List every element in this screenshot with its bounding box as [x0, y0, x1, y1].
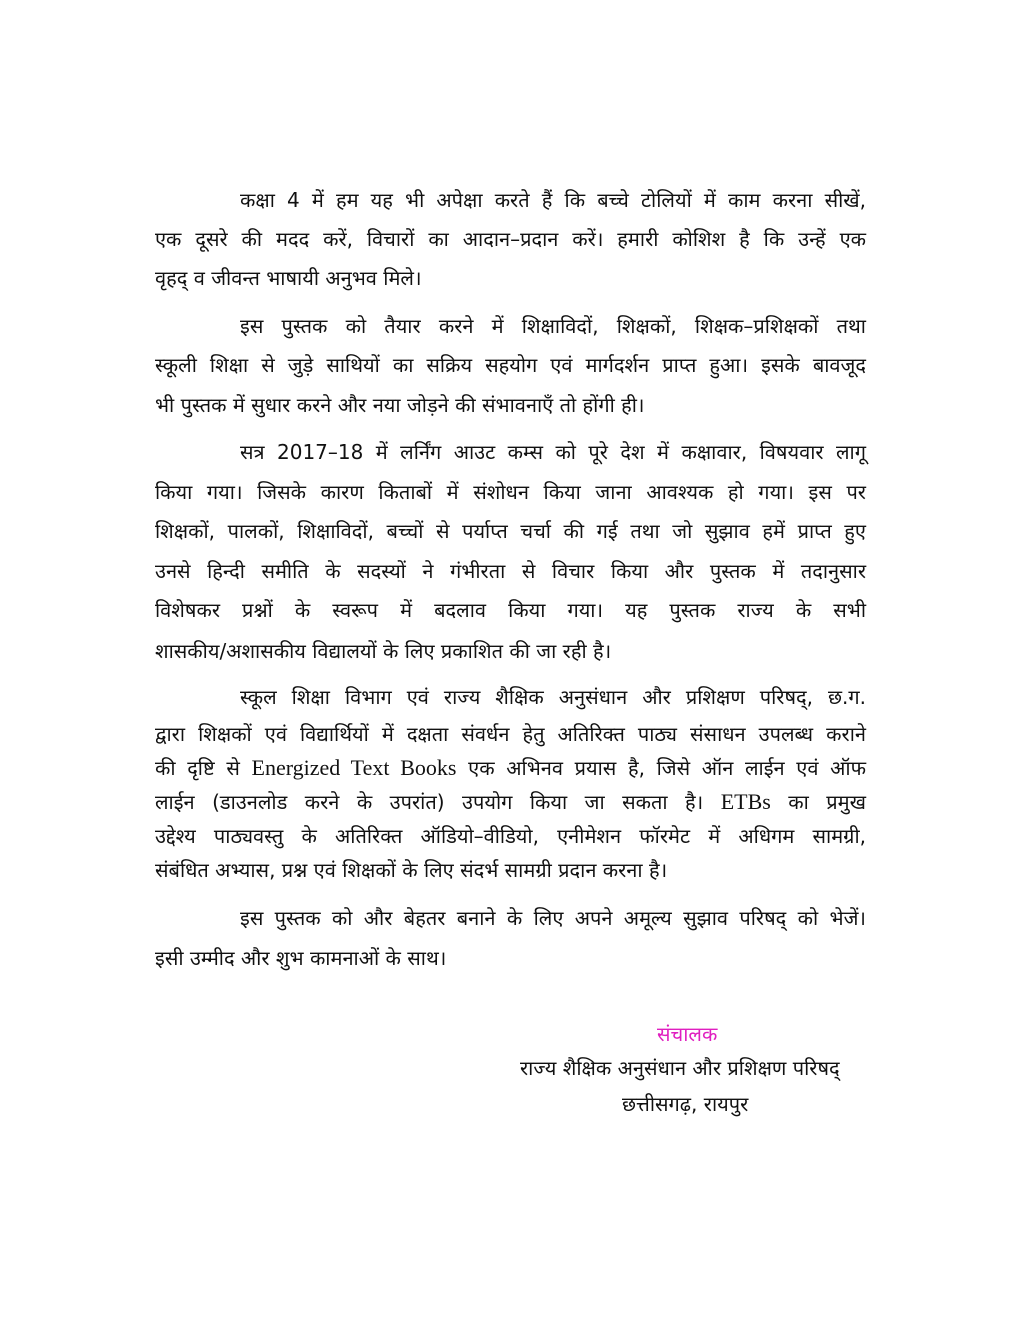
energized-text-books-term: Energized Text Books — [251, 755, 457, 780]
text-segment: लाईन (डाउनलोड करने के उपरांत) उपयोग किया जा सकता है। — [155, 790, 704, 814]
paragraph-2-line: भी पुस्तक में सुधार करने और नया जोड़ने की संभावनाएँ तो होंगी ही। — [155, 393, 645, 417]
etbs-term: ETBs — [720, 789, 771, 814]
paragraph-5-line: इसी उम्मीद और शुभ कामनाओं के साथ। — [155, 946, 447, 970]
signature-title: संचालक — [657, 1022, 718, 1046]
paragraph-3-line: शासकीय/अशासकीय विद्यालयों के लिए प्रकाशित की जा रही है। — [155, 639, 612, 663]
paragraph-4-line: स्कूल शिक्षा विभाग एवं राज्य शैक्षिक अनुसंधान और प्रशिक्षण परिषद्, छ.ग. — [240, 685, 866, 709]
paragraph-2-line: स्कूली शिक्षा से जुड़े साथियों का सक्रिय सहयोग एवं मार्गदर्शन प्राप्त हुआ। इसके बावजूद — [155, 353, 866, 377]
paragraph-3-line: सत्र 2017–18 में लर्निंग आउट कम्स को पूरे देश में कक्षावार, विषयवार लागू — [240, 440, 866, 464]
paragraph-1-line: एक दूसरे की मदद करें, विचारों का आदान–प्रदान करें। हमारी कोशिश है कि उन्हें एक — [155, 227, 866, 251]
text-segment: एक अभिनव प्रयास है, जिसे ऑन लाईन एवं ऑफ — [468, 756, 867, 780]
signature-organization: राज्य शैक्षिक अनुसंधान और प्रशिक्षण परिषद् — [520, 1056, 840, 1080]
paragraph-4-line: संबंधित अभ्यास, प्रश्न एवं शिक्षकों के लिए संदर्भ सामग्री प्रदान करना है। — [155, 858, 668, 882]
paragraph-1-line: वृहद् व जीवन्त भाषायी अनुभव मिले। — [155, 266, 422, 290]
paragraph-4-line — [155, 755, 866, 781]
text-segment: का प्रमुख — [788, 790, 866, 814]
paragraph-1-line: कक्षा 4 में हम यह भी अपेक्षा करते हैं कि बच्चे टोलियों में काम करना सीखें, — [240, 188, 866, 212]
text-segment: की दृष्टि से — [155, 756, 240, 780]
paragraph-4-line — [155, 789, 866, 815]
paragraph-4-line: उद्देश्य पाठ्यवस्तु के अतिरिक्त ऑडियो–वीडियो, एनीमेशन फॉरमेट में अधिगम सामग्री, — [155, 824, 866, 848]
paragraph-5-line: इस पुस्तक को और बेहतर बनाने के लिए अपने अमूल्य सुझाव परिषद् को भेजें। — [240, 906, 866, 930]
paragraph-4-line: द्वारा शिक्षकों एवं विद्यार्थियों में दक्षता संवर्धन हेतु अतिरिक्त पाठ्य संसाधन उपलब्ध कराने — [155, 722, 866, 746]
paragraph-3-line: विशेषकर प्रश्नों के स्वरूप में बदलाव किया गया। यह पुस्तक राज्य के सभी — [155, 598, 866, 622]
paragraph-3-line: किया गया। जिसके कारण किताबों में संशोधन किया जाना आवश्यक हो गया। इस पर — [155, 480, 866, 504]
paragraph-3-line: शिक्षकों, पालकों, शिक्षाविदों, बच्चों से पर्याप्त चर्चा की गई तथा जो सुझाव हमें प्राप्त हुए — [155, 519, 866, 543]
paragraph-3-line: उनसे हिन्दी समीति के सदस्यों ने गंभीरता से विचार किया और पुस्तक में तदानुसार — [155, 559, 866, 583]
paragraph-2-line: इस पुस्तक को तैयार करने में शिक्षाविदों, शिक्षकों, शिक्षक–प्रशिक्षकों तथा — [240, 314, 866, 338]
signature-place: छत्तीसगढ़, रायपुर — [622, 1092, 749, 1116]
